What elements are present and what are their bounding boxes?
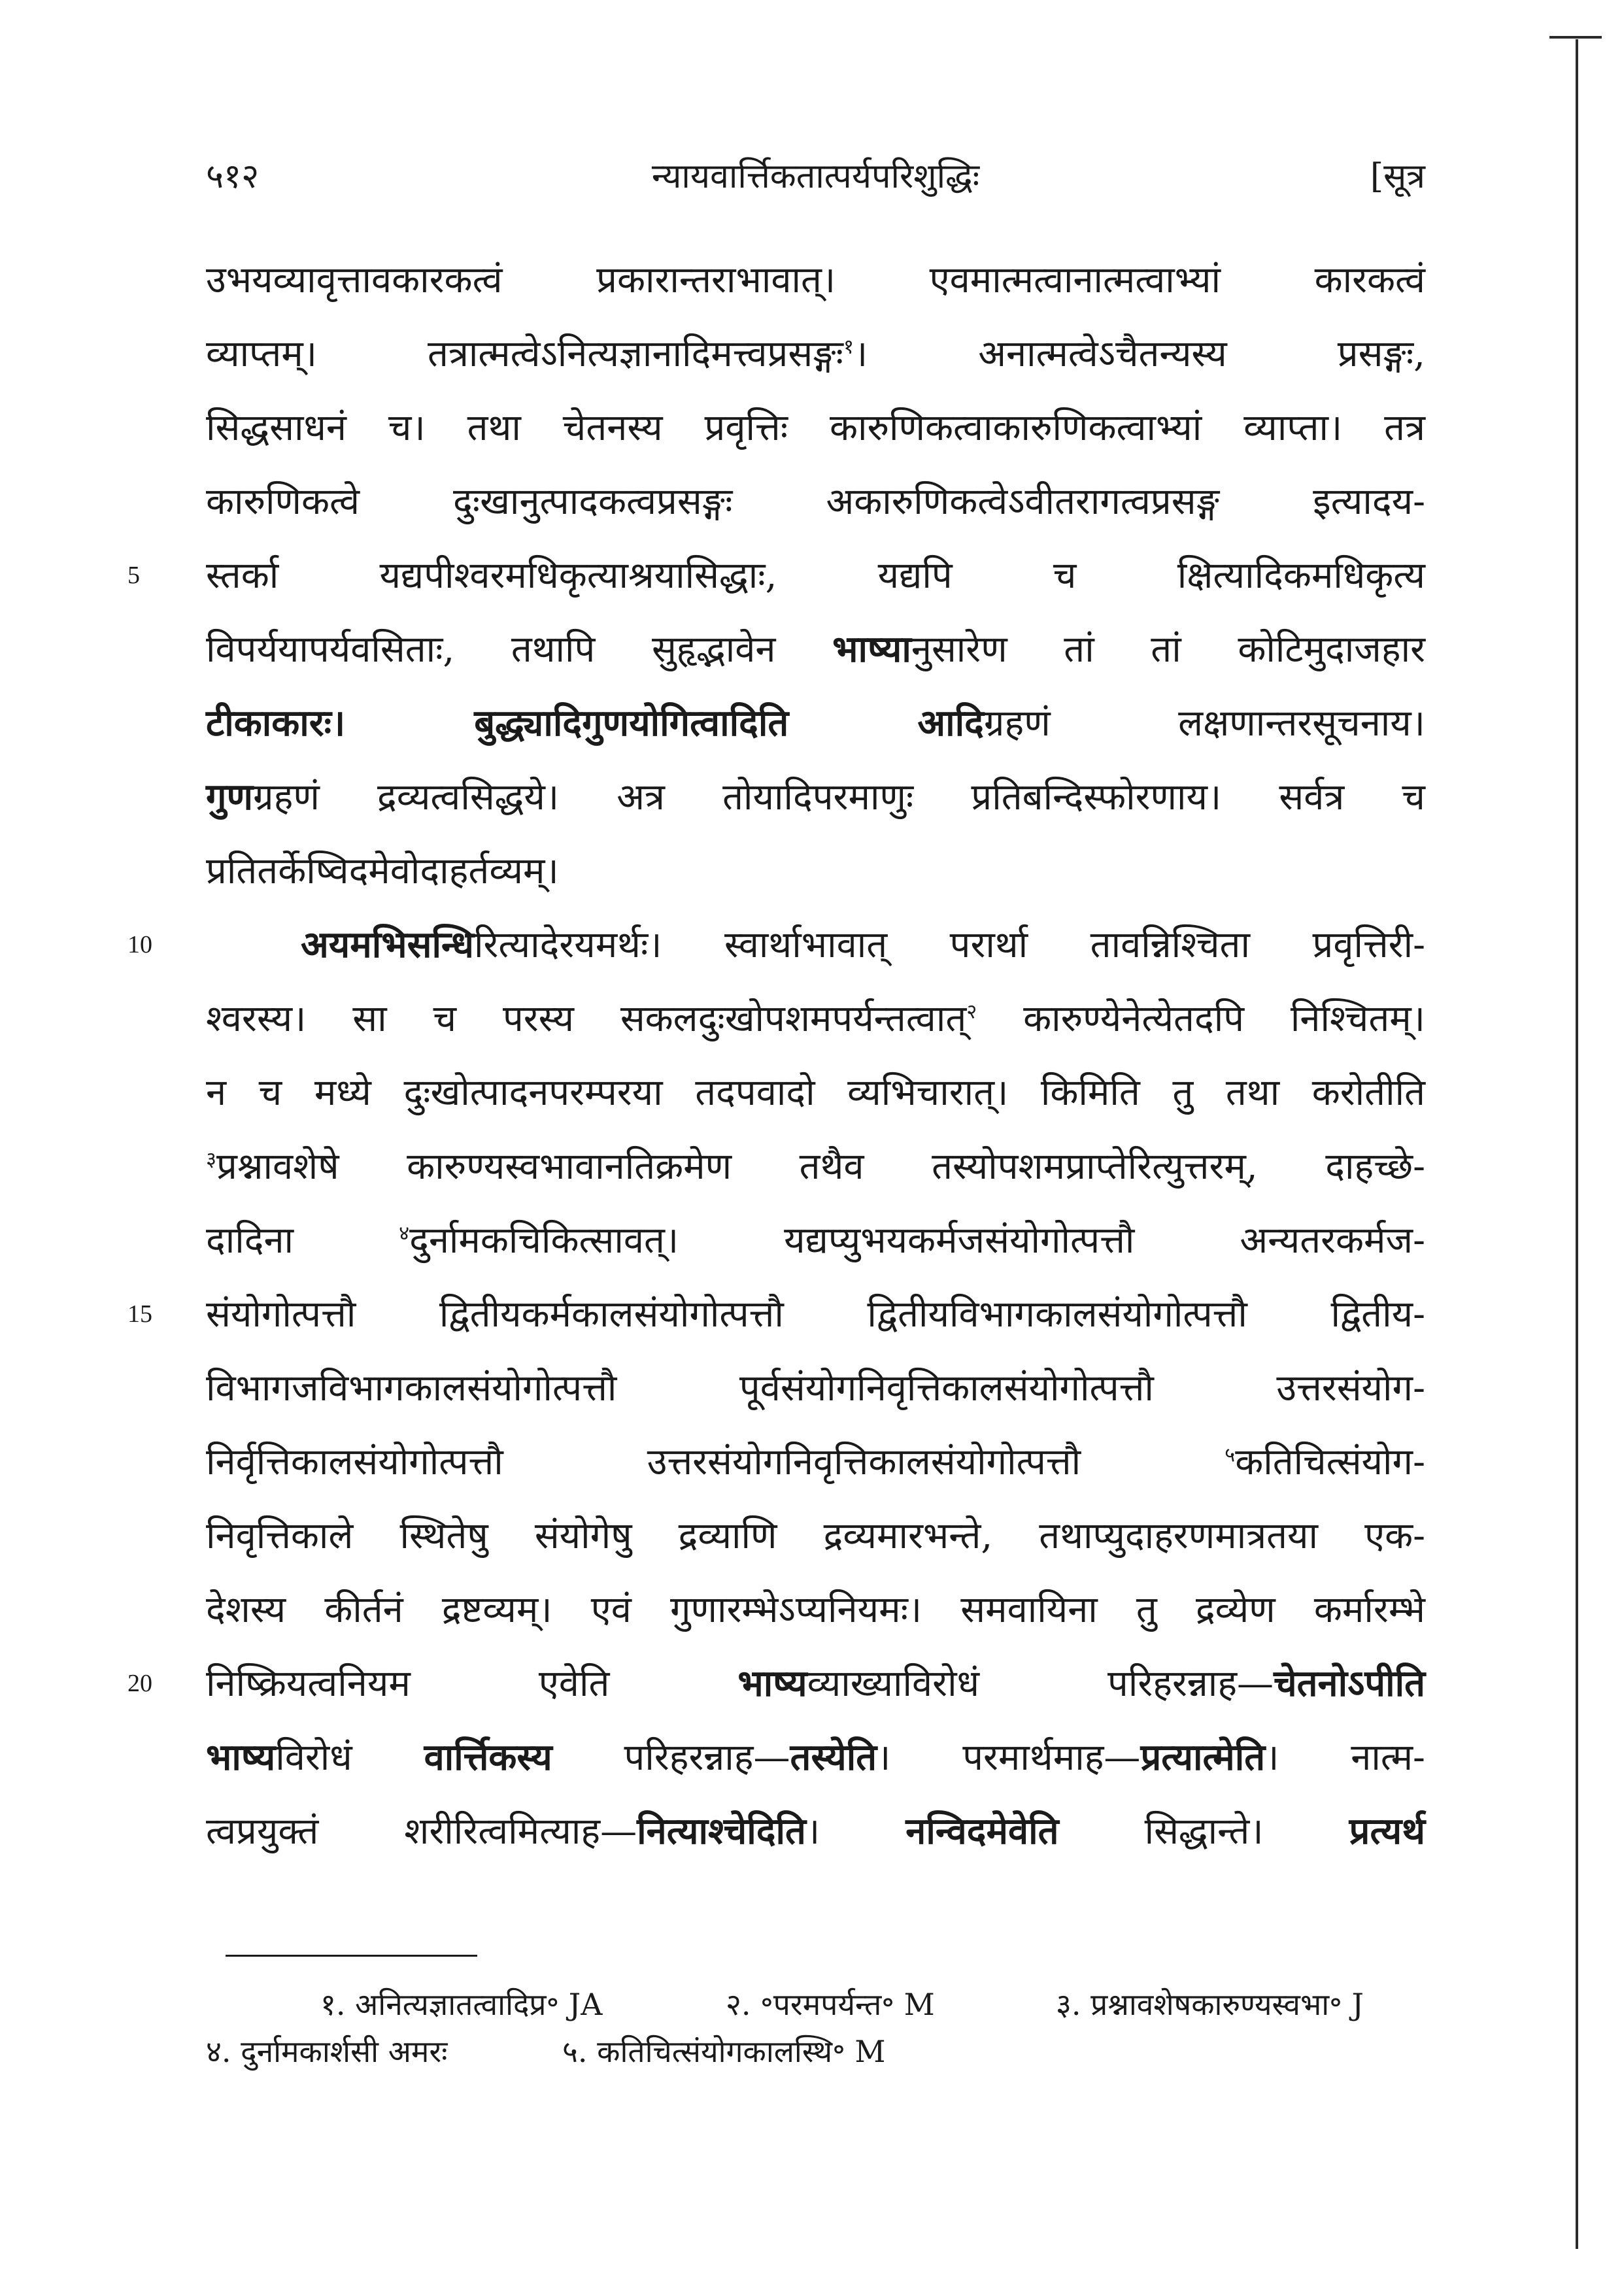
text-line: निवृत्तिकाले स्थितेषु संयोगेषु द्रव्याणि द्रव्यमारभन्ते, तथाप्युदाहरणमात्रतया एक- [206,1515,1425,1557]
text-line: कारुणिकत्वे दुःखानुत्पादकत्वप्रसङ्गः अकारुणिकत्वेऽवीतरागत्वप्रसङ्ग इत्यादय- [206,481,1425,523]
text-line: सिद्धसाधनं च। तथा चेतनस्य प्रवृत्तिः कारुणिकत्वाकारुणिकत्वाभ्यां व्याप्ता। तत्र [206,407,1425,449]
page-edge-line [1576,39,1578,2249]
footnote-2: २. ॰परमपर्यन्त॰ M [726,1987,935,2022]
line-number: 20 [127,1670,152,1697]
text-line: विभागजविभागकालसंयोगोत्पत्तौ पूर्वसंयोगनिवृत्तिकालसंयोगोत्पत्तौ उत्तरसंयोग- [206,1367,1425,1410]
footnote-ref: ५ [1225,1443,1236,1467]
text-line: न च मध्ये दुःखोत्पादनपरम्परया तदपवादो व्यभिचारात्। किमिति तु तथा करोतीति [206,1072,1425,1114]
line-number: 15 [127,1300,152,1328]
footnote-ref: १ [843,335,854,359]
line-number: 5 [127,562,140,589]
footnote-ref: ४ [399,1221,410,1245]
footnotes [206,1981,1425,2075]
text-line: 15 संयोगोत्पत्तौ द्वितीयकर्मकालसंयोगोत्पत्तौ द्वितीयविभागकालसंयोगोत्पत्तौ द्वितीय- [206,1277,1425,1351]
text-line: $^३$प्रश्नावशेषे कारुण्यस्वभावानतिक्रमेण तथैव तस्योपशमप्राप्तेरित्युत्तरम्, दाहच्छे- [206,1145,1425,1188]
section-marker: [सूत्र [1370,157,1425,196]
footnote-ref: ३ [206,1147,217,1172]
page-number: ५१२ [206,157,260,196]
main-text [127,243,1426,1868]
line-number: 10 [127,931,152,958]
text-line: दादिना $^४$दुर्नामकचिकित्सावत्। यद्यप्युभयकर्मजसंयोगोत्पत्तौ अन्यतरकर्मज- [206,1219,1425,1262]
footnote-ref: २ [966,1000,977,1024]
text-line: देशस्य कीर्तनं द्रष्टव्यम्। एवं गुणारम्भेऽप्यनियमः। समवायिना तु द्रव्येण कर्मारम्भे [206,1589,1425,1631]
page-edge-tick [1549,36,1602,39]
footnote-row [206,1981,1425,2028]
text-line: विपर्ययापर्यवसिताः, तथापि सुहृद्भावेन भाष्यानुसारेण तां तां कोटिमुदाजहार [206,628,1425,671]
footnote-3: ३. प्रश्नावशेषकारुण्यस्वभा॰ J [1056,1987,1364,2022]
footnote-1: १. अनित्यज्ञातत्वादिप्र॰ JA [320,1987,603,2022]
text-line: 10 अयमभिसन्धिरित्यादेरयमर्थः। स्वार्थाभावात् परार्था तावन्निश्चिता प्रवृत्तिरी- [206,908,1425,982]
text-line: टीकाकारः। बुद्ध्यादिगुणयोगित्वादिति आदिग्रहणं लक्षणान्तरसूचनाय। [206,701,1426,745]
footnote-5: ५. कतिचित्संयोगकालस्थि॰ M [562,2034,886,2069]
page-header [206,152,1425,204]
footnote-row [206,2028,1425,2075]
text-line: निर्वृत्तिकालसंयोगोत्पत्तौ उत्तरसंयोगनिवृत्तिकालसंयोगोत्पत्तौ $^५$कतिचित्संयोग- [206,1441,1425,1483]
text-line: 20 निष्क्रियत्वनियम एवेति भाष्यव्याख्याविरोधं परिहरन्नाह—चेतनोऽपीति [206,1647,1425,1721]
footnote-rule [226,1955,477,1957]
text-line: व्याप्तम्। तत्रात्मत्वेऽनित्यज्ञानादिमत्त्वप्रसङ्गः$^१$। अनात्मत्वेऽचैतन्यस्य प्रसङ्गः, [206,333,1425,375]
text-line: उभयव्यावृत्तावकारकत्वं प्रकारान्तराभावात्। एवमात्मत्वानात्मत्वाभ्यां कारकत्वं [206,259,1425,301]
text-line: 5 स्तर्का यद्यपीश्वरमधिकृत्याश्रयासिद्धाः, यद्यपि च क्षित्यादिकमधिकृत्य [206,539,1425,613]
text-line: श्वरस्य। सा च परस्य सकलदुःखोपशमपर्यन्तत्वात्$^२$ कारुण्येनेत्येतदपि निश्चितम्। [206,998,1425,1040]
text-line: भाष्यविरोधं वार्त्तिकस्य परिहरन्नाह—तस्येति। परमार्थमाह—प्रत्यात्मेति। नात्म- [206,1736,1425,1779]
text-line: प्रतितर्केष्विदमेवोदाहर्तव्यम्। [206,850,559,892]
text-line: गुणग्रहणं द्रव्यत्वसिद्धये। अत्र तोयादिपरमाणुः प्रतिबन्दिस्फोरणाय। सर्वत्र च [206,775,1425,819]
running-title: न्यायवार्त्तिकतात्पर्यपरिशुद्धिः [651,157,980,196]
text-line: त्वप्रयुक्तं शरीरित्वमित्याह—नित्याश्चेदिति। नन्विदमेवेति सिद्धान्ते। प्रत्यर्थ [206,1810,1425,1853]
footnote-4: ४. दुर्नामकार्शसी अमरः [206,2034,448,2069]
